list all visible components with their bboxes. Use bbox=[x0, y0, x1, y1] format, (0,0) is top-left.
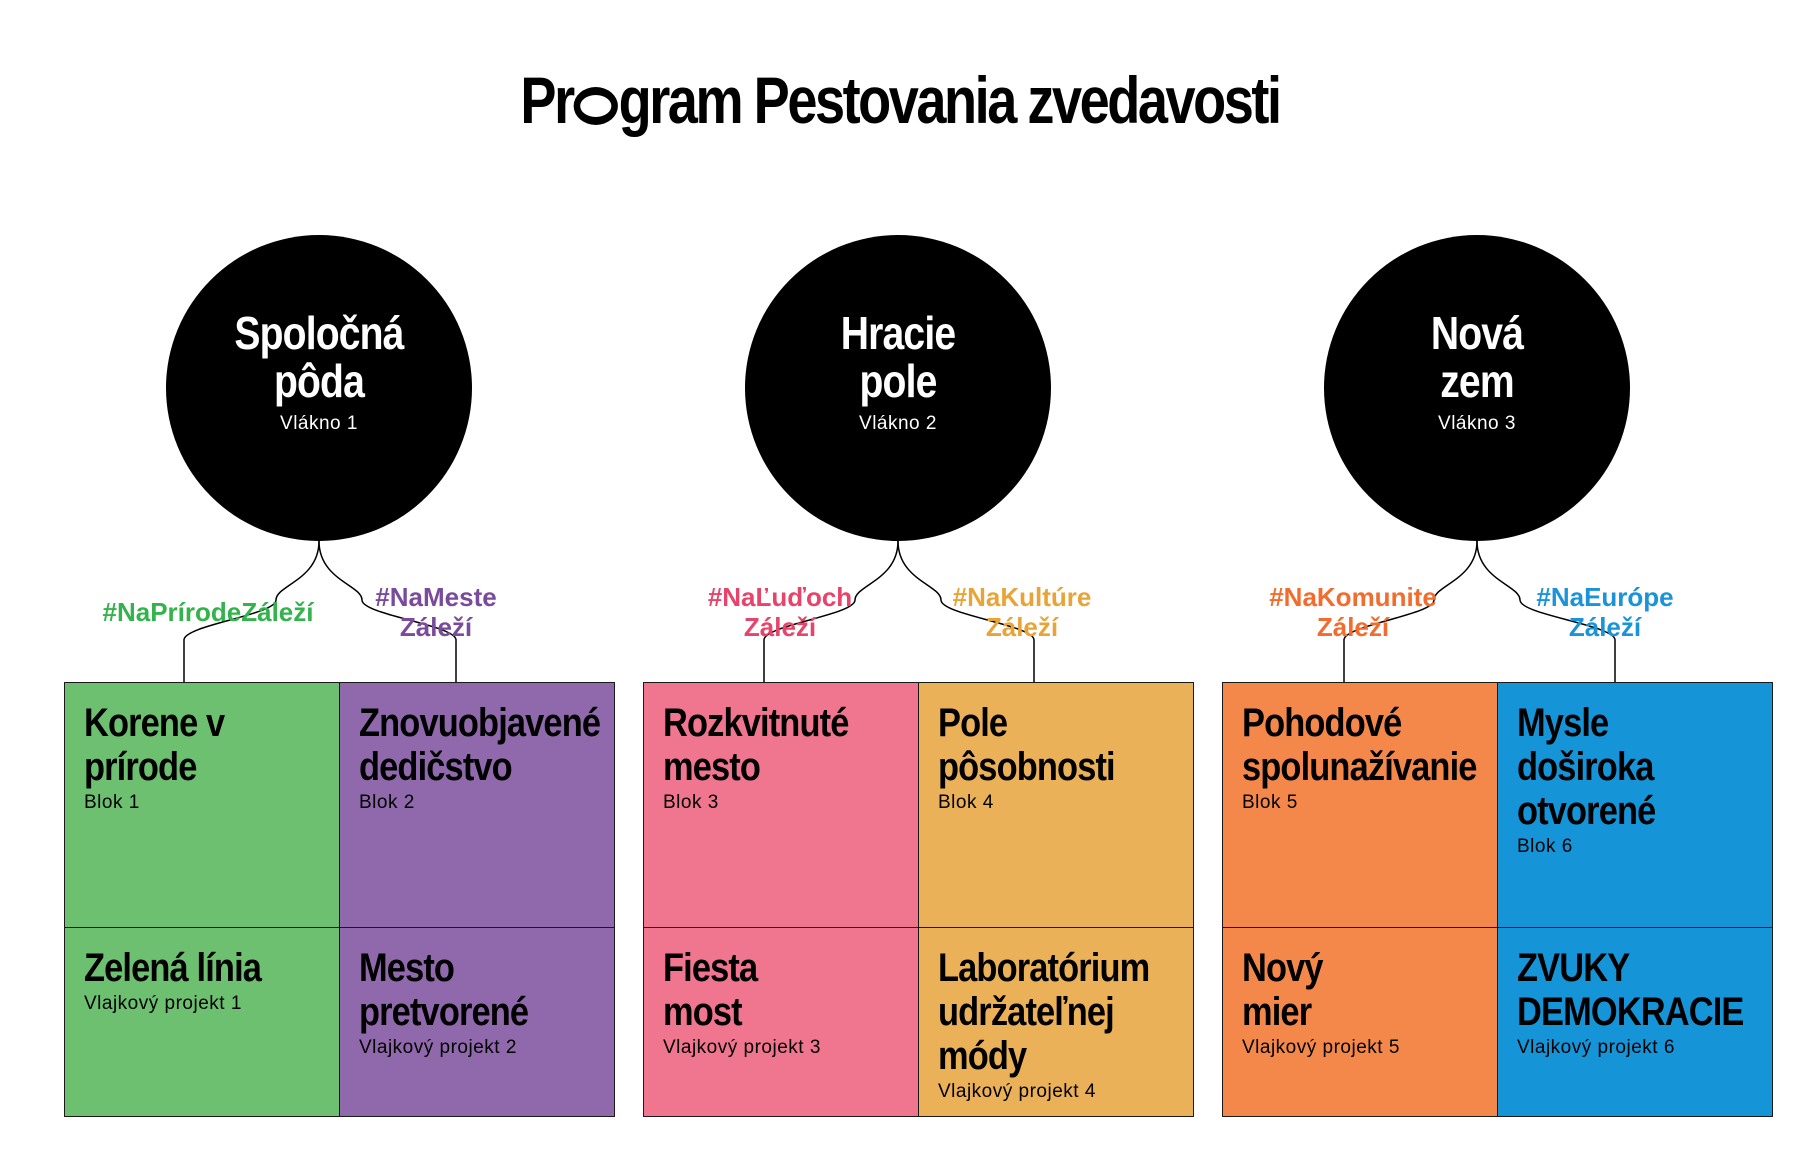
block-title: Pohodové spolunažívanie bbox=[1242, 701, 1477, 789]
block-card-2 bbox=[339, 682, 615, 928]
flagship-label: Vlajkový projekt 1 bbox=[84, 993, 242, 1014]
block-title: Mysle doširoka otvorené bbox=[1517, 701, 1656, 833]
flagship-title: Laboratórium udržateľnej módy bbox=[938, 946, 1150, 1078]
block-title: Rozkvitnuté mesto bbox=[663, 701, 849, 789]
block-card-1 bbox=[64, 682, 340, 928]
thread-name: Nová zem bbox=[1430, 307, 1524, 407]
block-label: Blok 6 bbox=[1517, 836, 1573, 857]
flagship-title: Nový mier bbox=[1242, 946, 1323, 1034]
flagship-label: Vlajkový projekt 4 bbox=[938, 1081, 1096, 1102]
flagship-title: Fiesta most bbox=[663, 946, 758, 1034]
block-label: Blok 3 bbox=[663, 792, 719, 813]
block-card-5 bbox=[1222, 682, 1498, 928]
thread-circle-1 bbox=[166, 235, 472, 541]
flagship-label: Vlajkový projekt 3 bbox=[663, 1037, 821, 1058]
block-card-3 bbox=[643, 682, 919, 928]
hashtag-na-meste: #NaMeste Záleží bbox=[375, 582, 497, 642]
title-start: Pr bbox=[520, 63, 573, 137]
flagship-title: ZVUKY DEMOKRACIE bbox=[1517, 946, 1744, 1034]
thread-label: Vlákno 1 bbox=[280, 413, 358, 434]
flagship-title: Mesto pretvorené bbox=[359, 946, 529, 1034]
block-card-6 bbox=[1497, 682, 1773, 928]
flagship-card-6 bbox=[1497, 927, 1773, 1117]
block-label: Blok 5 bbox=[1242, 792, 1298, 813]
flagship-card-1 bbox=[64, 927, 340, 1117]
flagship-card-4 bbox=[918, 927, 1194, 1117]
flagship-label: Vlajkový projekt 2 bbox=[359, 1037, 517, 1058]
block-card-4 bbox=[918, 682, 1194, 928]
block-title: Pole pôsobnosti bbox=[938, 701, 1115, 789]
block-title: Znovuobjavené dedičstvo bbox=[359, 701, 601, 789]
hashtag-na-kulture: #NaKultúre Záleží bbox=[952, 582, 1092, 642]
thread-circle-2 bbox=[745, 235, 1051, 541]
thread-circle-3 bbox=[1324, 235, 1630, 541]
flagship-card-5 bbox=[1222, 927, 1498, 1117]
title-end: gram Pestovania zvedavosti bbox=[618, 63, 1280, 137]
block-title: Korene v prírode bbox=[84, 701, 225, 789]
flagship-card-3 bbox=[643, 927, 919, 1117]
flagship-title: Zelená línia bbox=[84, 946, 262, 990]
block-label: Blok 1 bbox=[84, 792, 140, 813]
flagship-label: Vlajkový projekt 5 bbox=[1242, 1037, 1400, 1058]
thread-name: Hracie pole bbox=[840, 307, 956, 407]
flagship-card-2 bbox=[339, 927, 615, 1117]
thread-name: Spoločná pôda bbox=[234, 307, 404, 407]
hashtag-na-komunite: #NaKomunite Záleží bbox=[1269, 582, 1437, 642]
thread-label: Vlákno 3 bbox=[1438, 413, 1516, 434]
flagship-label: Vlajkový projekt 6 bbox=[1517, 1037, 1675, 1058]
thread-label: Vlákno 2 bbox=[859, 413, 937, 434]
block-label: Blok 4 bbox=[938, 792, 994, 813]
block-label: Blok 2 bbox=[359, 792, 415, 813]
hashtag-na-ludoch: #NaĽuďoch Záleží bbox=[707, 582, 853, 642]
hashtag-na-prirode: #NaPrírodeZáleží bbox=[102, 597, 314, 627]
hashtag-na-europe: #NaEurópe Záleží bbox=[1536, 582, 1674, 642]
